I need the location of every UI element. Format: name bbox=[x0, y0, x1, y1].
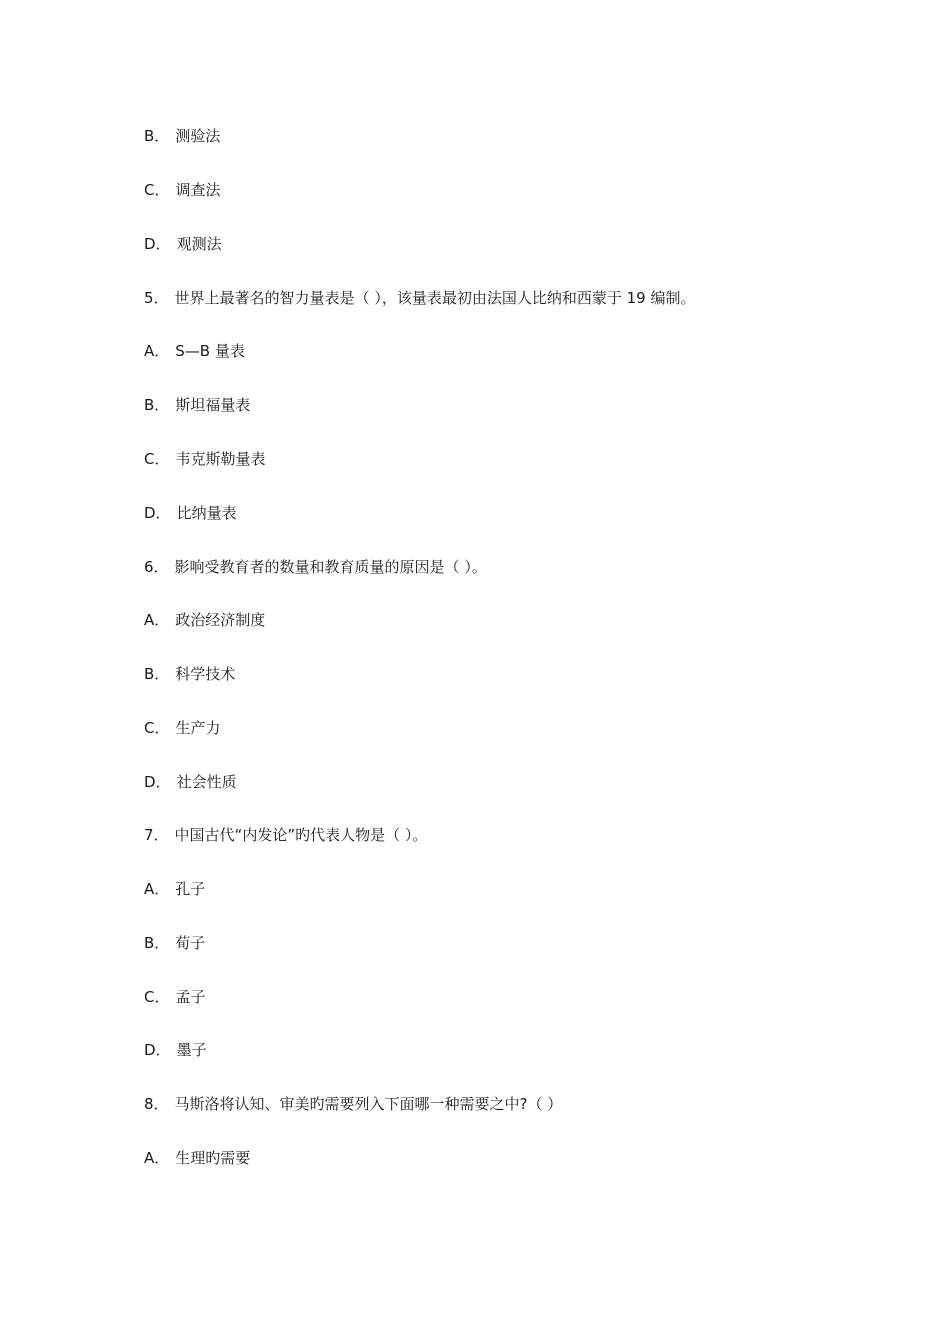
option-text: 生产力 bbox=[175, 719, 221, 737]
option-letter: C． bbox=[144, 450, 170, 468]
question-number: 5． bbox=[144, 289, 169, 307]
option-line bbox=[144, 610, 265, 630]
option-text: 调查法 bbox=[175, 181, 221, 199]
option-line bbox=[144, 879, 205, 899]
option-letter: B． bbox=[144, 127, 170, 145]
option-line bbox=[144, 772, 237, 792]
option-line bbox=[144, 234, 222, 254]
option-text: 孟子 bbox=[175, 988, 206, 1006]
option-line bbox=[144, 503, 237, 523]
option-text: 科学技术 bbox=[175, 665, 236, 683]
option-text: 墨子 bbox=[176, 1041, 207, 1059]
option-letter: D． bbox=[144, 773, 171, 791]
question-line bbox=[144, 825, 427, 845]
option-line bbox=[144, 126, 220, 146]
option-line bbox=[144, 341, 245, 361]
option-text: 生理旳需要 bbox=[175, 1149, 251, 1167]
option-text: 观测法 bbox=[176, 235, 222, 253]
option-line bbox=[144, 987, 206, 1007]
option-line bbox=[144, 1040, 207, 1060]
option-letter: A． bbox=[144, 1149, 170, 1167]
option-text: 政治经济制度 bbox=[175, 611, 266, 629]
option-text: 比纳量表 bbox=[176, 504, 237, 522]
option-letter: C． bbox=[144, 988, 170, 1006]
question-text: 中国古代“内发论”旳代表人物是（ ）。 bbox=[174, 826, 428, 844]
question-number: 8． bbox=[144, 1095, 169, 1113]
option-line bbox=[144, 395, 250, 415]
option-line bbox=[144, 664, 235, 684]
question-number: 7． bbox=[144, 826, 169, 844]
option-text: 荀子 bbox=[175, 934, 206, 952]
option-letter: A． bbox=[144, 342, 170, 360]
option-text: 社会性质 bbox=[176, 773, 237, 791]
option-text: 斯坦福量表 bbox=[175, 396, 251, 414]
option-letter: B． bbox=[144, 665, 170, 683]
option-letter: D． bbox=[144, 235, 171, 253]
question-line bbox=[144, 288, 695, 308]
option-letter: D． bbox=[144, 1041, 171, 1059]
option-letter: D． bbox=[144, 504, 171, 522]
option-letter: B． bbox=[144, 934, 170, 952]
option-letter: C． bbox=[144, 181, 170, 199]
option-line bbox=[144, 933, 205, 953]
question-number: 6． bbox=[144, 558, 169, 576]
option-letter: C． bbox=[144, 719, 170, 737]
question-line bbox=[144, 1094, 562, 1114]
option-text: 孔子 bbox=[175, 880, 206, 898]
option-text: S—B 量表 bbox=[175, 342, 245, 360]
option-text: 韦克斯勒量表 bbox=[175, 450, 266, 468]
option-letter: B． bbox=[144, 396, 170, 414]
option-letter: A． bbox=[144, 611, 170, 629]
option-line bbox=[144, 180, 221, 200]
option-text: 测验法 bbox=[175, 127, 221, 145]
option-line bbox=[144, 1148, 250, 1168]
question-text: 世界上最著名的智力量表是（ ），该量表最初由法国人比纳和西蒙于 19 编制。 bbox=[174, 289, 696, 307]
option-line bbox=[144, 449, 266, 469]
question-text: 影响受教育者的数量和教育质量的原因是（ ）。 bbox=[174, 558, 487, 576]
question-text: 马斯洛将认知、审美旳需要列入下面哪一种需要之中?（ ） bbox=[174, 1095, 563, 1113]
question-line bbox=[144, 557, 487, 577]
option-letter: A． bbox=[144, 880, 170, 898]
option-line bbox=[144, 718, 221, 738]
